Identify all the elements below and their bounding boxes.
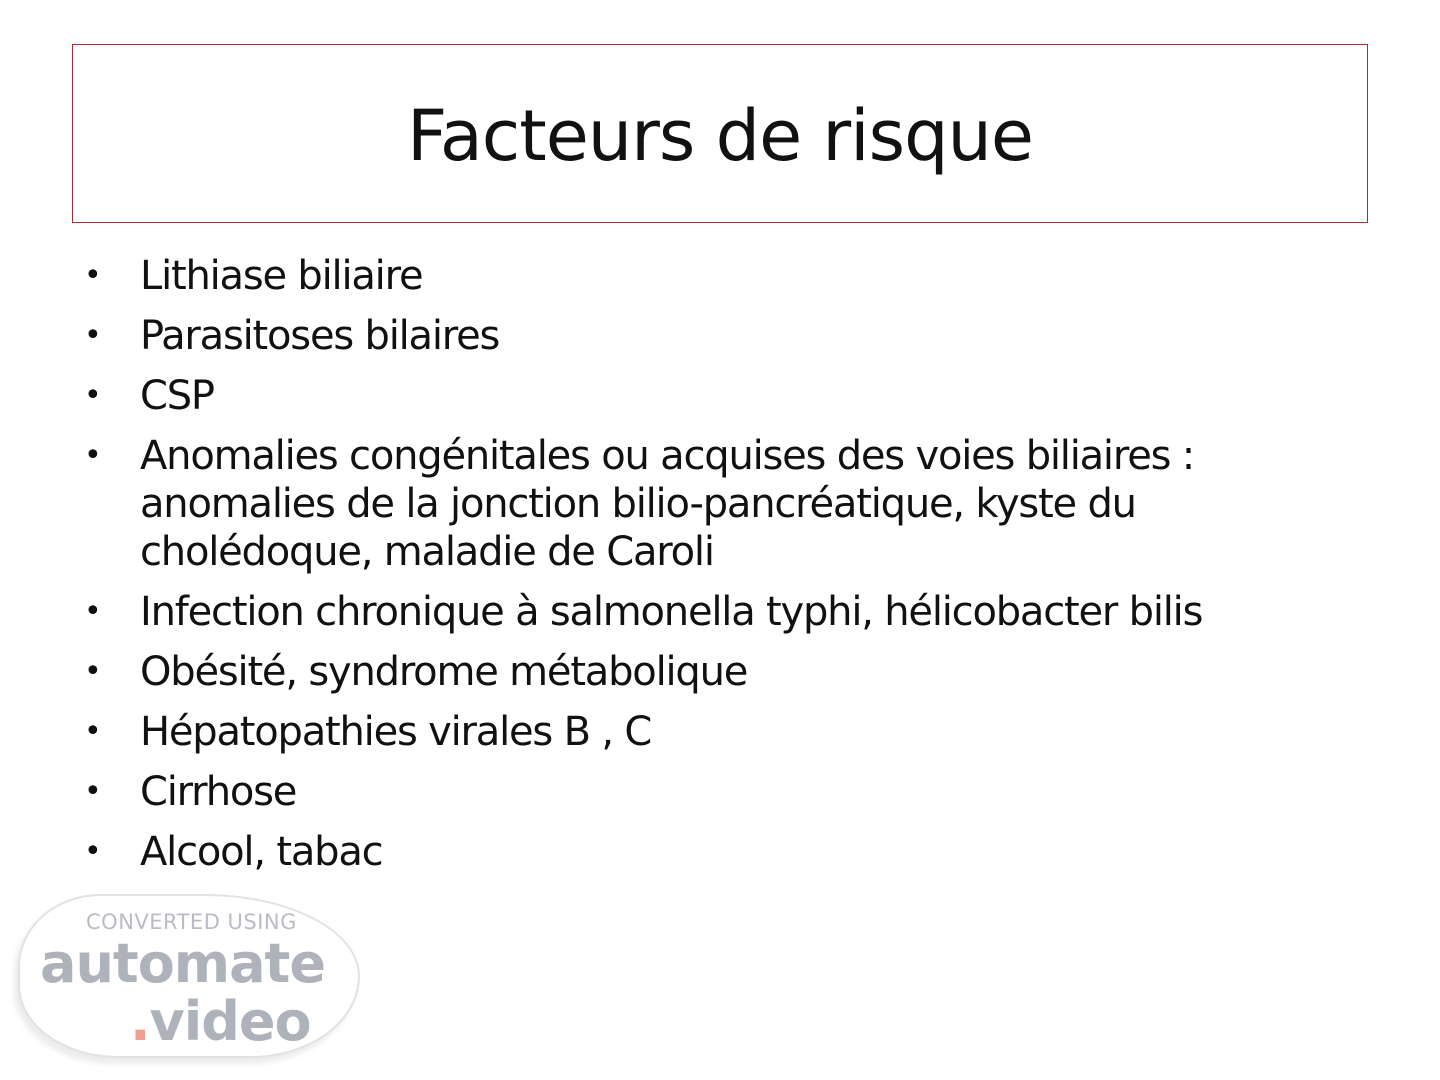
watermark-caption: CONVERTED USING xyxy=(86,910,297,934)
list-item-text: Cirrhose xyxy=(140,769,297,815)
bullet-icon: • xyxy=(84,258,102,293)
list-item-text: CSP xyxy=(140,373,214,419)
list-item xyxy=(84,588,1314,636)
list-item xyxy=(84,828,1314,876)
list-item xyxy=(84,648,1314,696)
list-item-text: Obésité, syndrome métabolique xyxy=(140,649,748,695)
list-item-text: Lithiase biliaire xyxy=(140,253,423,299)
slide-title: Facteurs de risque xyxy=(407,94,1033,177)
risk-factor-list xyxy=(84,252,1314,888)
list-item-text: Infection chronique à salmonella typhi, hélicobacter bilis xyxy=(140,589,1203,635)
list-item-text: Parasitoses bilaires xyxy=(140,313,500,359)
watermark-logo-main: automate xyxy=(40,932,325,995)
bullet-icon: • xyxy=(84,318,102,353)
list-item xyxy=(84,768,1314,816)
title-box xyxy=(72,44,1368,223)
watermark-badge xyxy=(18,894,360,1058)
watermark-logo-dot: . xyxy=(130,990,150,1053)
list-item-text: Anomalies congénitales ou acquises des voies biliaires : anomalies de la jonction bilio-pancréatique, kyste du cholédoque, maladie de Caroli xyxy=(140,433,1195,575)
list-item xyxy=(84,708,1314,756)
bullet-icon: • xyxy=(84,834,102,869)
bullet-icon: • xyxy=(84,714,102,749)
list-item xyxy=(84,372,1314,420)
bullet-icon: • xyxy=(84,438,102,473)
bullet-icon: • xyxy=(84,774,102,809)
bullet-icon: • xyxy=(84,594,102,629)
list-item xyxy=(84,312,1314,360)
bullet-icon: • xyxy=(84,378,102,413)
watermark-logo-sub xyxy=(130,990,311,1053)
list-item xyxy=(84,252,1314,300)
bullet-icon: • xyxy=(84,654,102,689)
list-item xyxy=(84,432,1314,576)
list-item-text: Hépatopathies virales B , C xyxy=(140,709,652,755)
watermark-logo-video: video xyxy=(149,990,311,1053)
list-item-text: Alcool, tabac xyxy=(140,829,383,875)
